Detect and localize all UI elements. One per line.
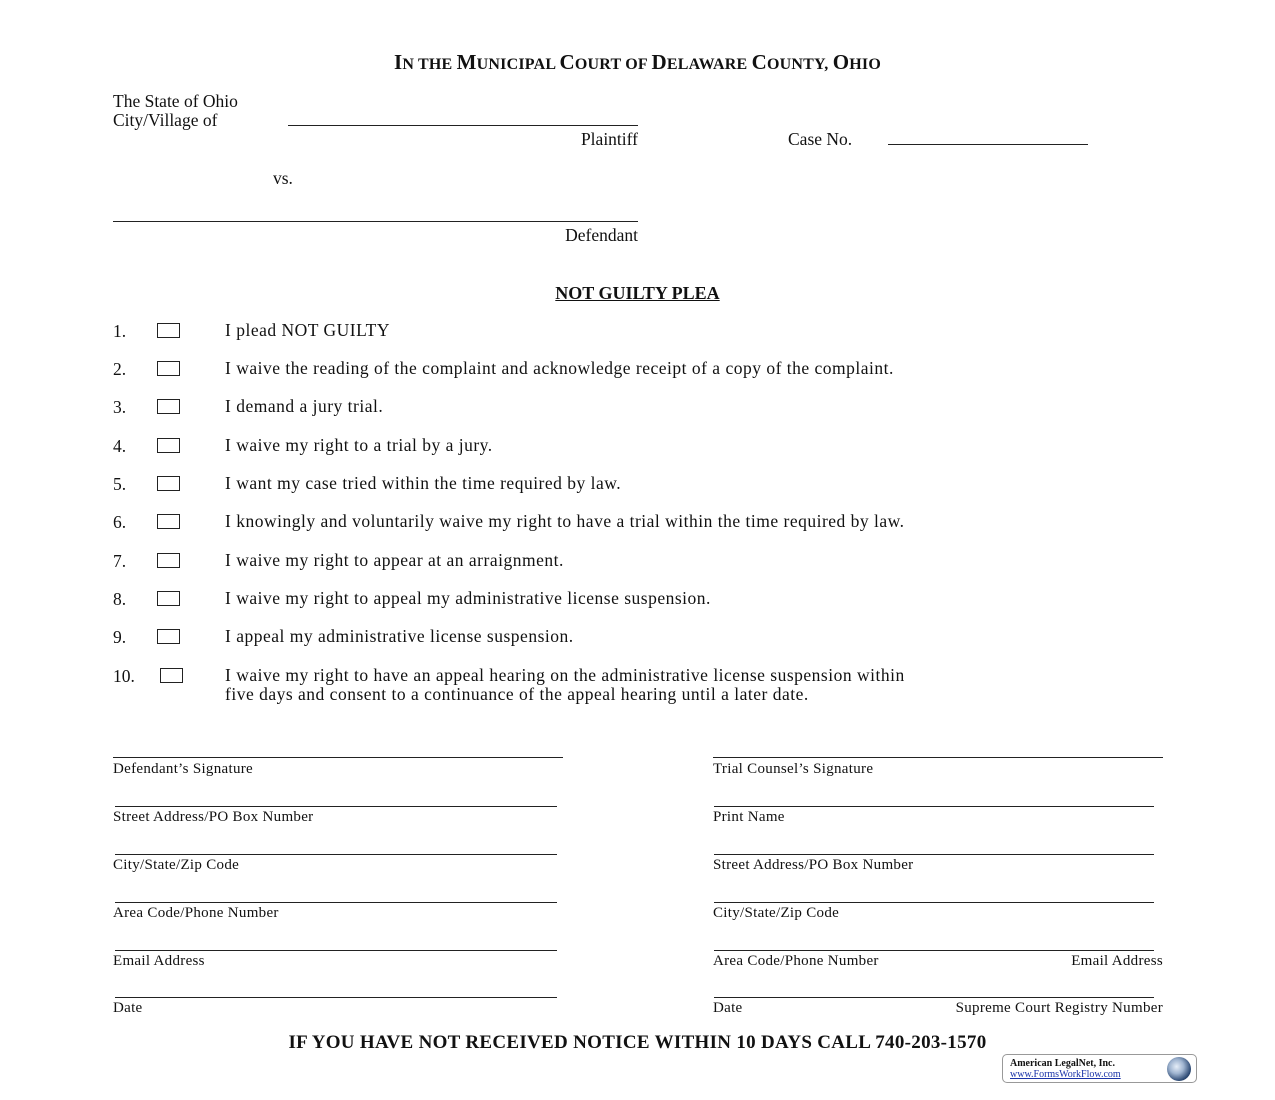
case-no-label: Case No. (788, 129, 853, 149)
state-label: The State of Ohio (113, 91, 238, 111)
item-number: 8. (113, 589, 127, 609)
item-text: I waive my right to a trial by a jury. (225, 435, 493, 455)
plea-title: NOT GUILTY PLEA (555, 283, 720, 303)
globe-logo-icon (1167, 1057, 1191, 1081)
case-no-field-line[interactable] (888, 144, 1088, 145)
counsel-print-name-label: Print Name (713, 809, 785, 825)
counsel-phone-label: Area Code/Phone Number (713, 953, 879, 969)
title-part: IN THE (394, 50, 457, 74)
legalnet-badge[interactable] (1002, 1054, 1197, 1083)
defendant-city-label: City/State/Zip Code (113, 857, 240, 873)
defendant-date-label: Date (113, 1000, 143, 1016)
counsel-city-line[interactable] (714, 902, 1154, 903)
title-part: MUNICIPAL (456, 50, 560, 74)
item-text: I waive my right to appeal my administrative license suspension. (225, 588, 711, 608)
plea-checkbox-10[interactable] (160, 668, 183, 683)
plea-checkbox-2[interactable] (157, 361, 180, 376)
title-part: OHIO (832, 50, 881, 74)
defendant-phone-label: Area Code/Phone Number (113, 905, 279, 921)
counsel-print-name-line[interactable] (714, 806, 1154, 807)
defendant-date-line[interactable] (115, 997, 557, 998)
notice-text: IF YOU HAVE NOT RECEIVED NOTICE WITHIN 10 DAYS CALL 740-203-1570 (288, 1032, 987, 1053)
item-text: I plead NOT GUILTY (225, 320, 391, 340)
defendant-street-line[interactable] (115, 806, 557, 807)
counsel-date-label: Date (713, 1000, 743, 1016)
counsel-street-label: Street Address/PO Box Number (713, 857, 914, 873)
defendant-email-label: Email Address (113, 953, 205, 969)
title-part: COURT OF (559, 50, 652, 74)
title-part: DELAWARE (651, 50, 752, 74)
plea-checkbox-4[interactable] (157, 438, 180, 453)
plea-checkbox-6[interactable] (157, 514, 180, 529)
item-text-line-1: I waive my right to have an appeal hearing on the administrative license suspension within (225, 665, 905, 685)
court-title (0, 50, 1275, 75)
plea-checkbox-1[interactable] (157, 323, 180, 338)
item-number: 10. (113, 666, 135, 686)
plea-checkbox-9[interactable] (157, 629, 180, 644)
city-field-line[interactable] (288, 125, 638, 126)
counsel-registry-label: Supreme Court Registry Number (955, 1000, 1163, 1016)
item-text: I appeal my administrative license suspension. (225, 626, 574, 646)
plaintiff-label: Plaintiff (580, 129, 638, 149)
plea-checkbox-5[interactable] (157, 476, 180, 491)
defendant-street-label: Street Address/PO Box Number (113, 809, 314, 825)
plea-checkbox-3[interactable] (157, 399, 180, 414)
defendant-phone-line[interactable] (115, 902, 557, 903)
city-label: City/Village of (113, 110, 218, 130)
item-number: 3. (113, 397, 127, 417)
counsel-signature-label: Trial Counsel’s Signature (713, 761, 874, 777)
title-part: COUNTY, (751, 50, 833, 74)
item-number: 1. (113, 321, 127, 341)
defendant-city-line[interactable] (115, 854, 557, 855)
item-text: I knowingly and voluntarily waive my right to have a trial within the time required by law. (225, 511, 905, 531)
item-number: 4. (113, 436, 127, 456)
defendant-email-line[interactable] (115, 950, 557, 951)
item-text: I waive my right to appear at an arraignment. (225, 550, 564, 570)
counsel-street-line[interactable] (714, 854, 1154, 855)
item-number: 2. (113, 359, 127, 379)
item-number: 6. (113, 512, 127, 532)
counsel-signature-line[interactable] (713, 757, 1163, 758)
defendant-label: Defendant (565, 225, 638, 245)
item-text: I want my case tried within the time required by law. (225, 473, 622, 493)
item-text-line-2: five days and consent to a continuance of the appeal hearing until a later date. (225, 684, 809, 704)
defendant-signature-line[interactable] (113, 757, 563, 758)
defendant-signature-label: Defendant’s Signature (113, 761, 254, 777)
counsel-city-label: City/State/Zip Code (713, 905, 840, 921)
vs-label: vs. (273, 168, 293, 188)
plea-checkbox-7[interactable] (157, 553, 180, 568)
item-text: I demand a jury trial. (225, 396, 384, 416)
plea-checkbox-8[interactable] (157, 591, 180, 606)
item-text: I waive the reading of the complaint and acknowledge receipt of a copy of the complaint. (225, 358, 894, 378)
counsel-phone-email-line[interactable] (714, 950, 1154, 951)
item-number: 7. (113, 551, 127, 571)
counsel-email-label: Email Address (1071, 953, 1163, 969)
defendant-field-line[interactable] (113, 221, 638, 222)
counsel-date-registry-line[interactable] (714, 997, 1154, 998)
item-number: 9. (113, 627, 127, 647)
badge-company: American LegalNet, Inc. (1010, 1058, 1115, 1069)
badge-url-link[interactable]: www.FormsWorkFlow.com (1010, 1069, 1121, 1080)
item-number: 5. (113, 474, 127, 494)
